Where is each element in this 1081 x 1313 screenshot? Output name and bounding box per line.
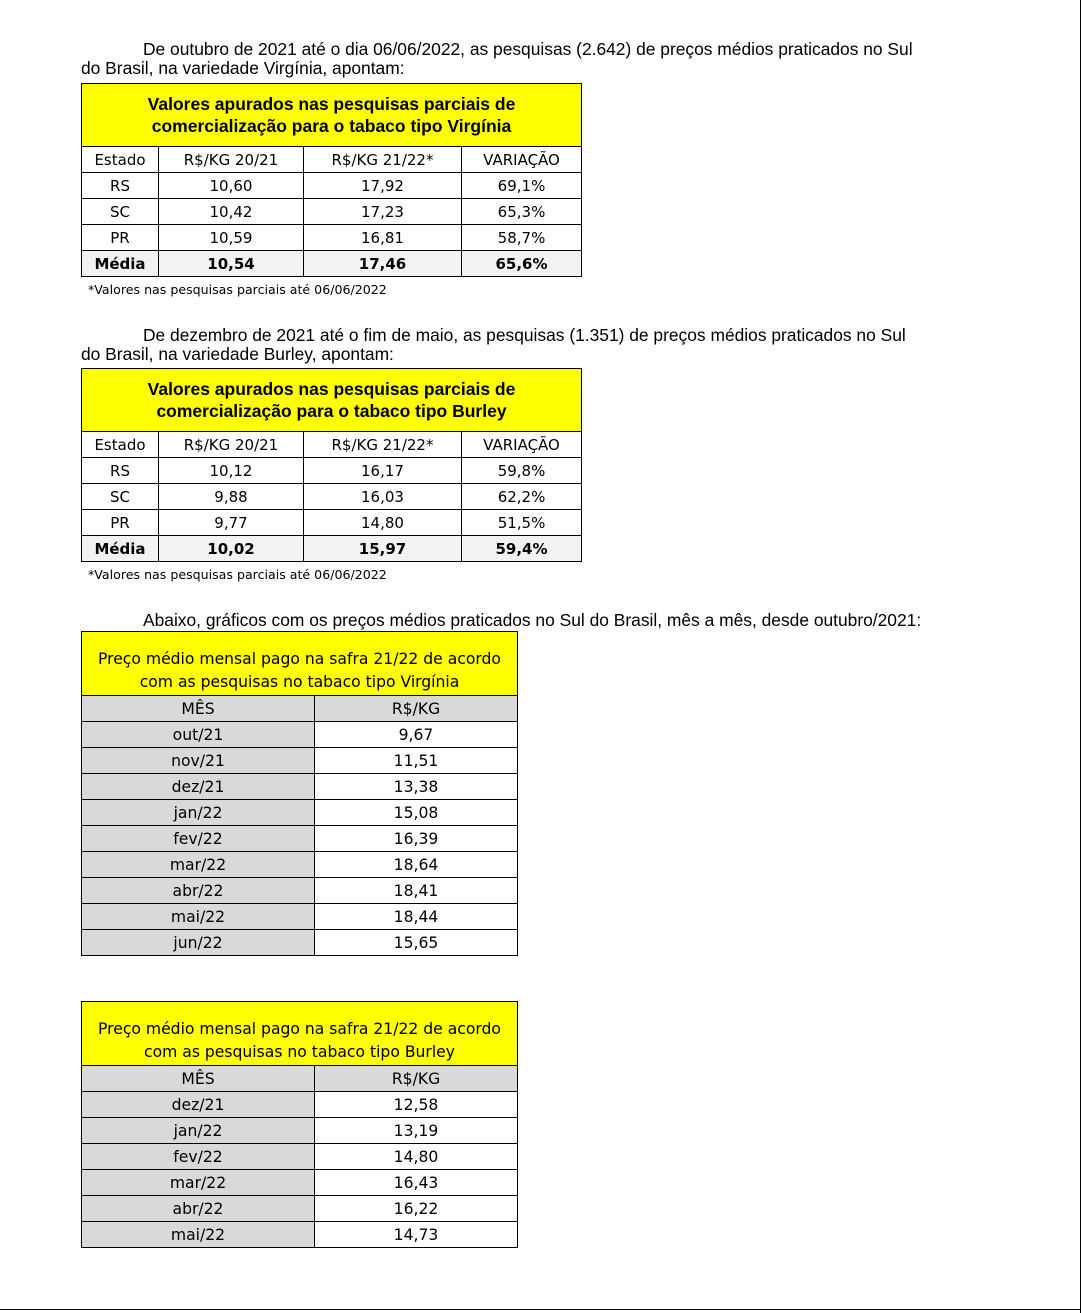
- monthly-virginia-title: Preço médio mensal pago na safra 21/22 de acordo com as pesquisas no tabaco tipo Virgínia: [82, 632, 518, 696]
- variation-cell: 58,7%: [462, 225, 582, 251]
- variation-cell: 51,5%: [462, 510, 582, 536]
- header-price-2021: R$/KG 20/21: [159, 432, 304, 458]
- price-2122-cell: 16,81: [304, 225, 462, 251]
- monthly-virginia-table: [81, 631, 518, 956]
- month-cell: out/21: [82, 722, 315, 748]
- price-cell: 18,64: [315, 852, 518, 878]
- header-state: Estado: [82, 432, 159, 458]
- variation-cell: 65,3%: [462, 199, 582, 225]
- price-2021-cell: 9,77: [159, 510, 304, 536]
- price-cell: 14,80: [315, 1144, 518, 1170]
- average-variation: 65,6%: [462, 251, 582, 277]
- average-row: [82, 251, 582, 277]
- variation-cell: 62,2%: [462, 484, 582, 510]
- table-row: [82, 510, 582, 536]
- intro-burley-line2: do Brasil, na variedade Burley, apontam:: [81, 344, 394, 364]
- table-row: [82, 826, 518, 852]
- header-price: R$/KG: [315, 1066, 518, 1092]
- price-2021-cell: 10,59: [159, 225, 304, 251]
- table-row: [82, 930, 518, 956]
- monthly-burley-table: [81, 1001, 518, 1248]
- month-cell: jun/22: [82, 930, 315, 956]
- price-cell: 16,22: [315, 1196, 518, 1222]
- intro-virginia-paragraph: [81, 40, 997, 78]
- average-price-2122: 15,97: [304, 536, 462, 562]
- table-row: [82, 1144, 518, 1170]
- header-price-2021: R$/KG 20/21: [159, 147, 304, 173]
- virginia-state-table: [81, 83, 582, 277]
- month-cell: mar/22: [82, 852, 315, 878]
- header-state: Estado: [82, 147, 159, 173]
- price-cell: 12,58: [315, 1092, 518, 1118]
- month-cell: mai/22: [82, 1222, 315, 1248]
- table-row: [82, 225, 582, 251]
- table-row: [82, 774, 518, 800]
- variation-cell: 69,1%: [462, 173, 582, 199]
- intro-monthly-paragraph: [81, 611, 997, 630]
- header-price-2122: R$/KG 21/22*: [304, 432, 462, 458]
- state-cell: SC: [82, 199, 159, 225]
- price-cell: 15,65: [315, 930, 518, 956]
- header-month: MÊS: [82, 696, 315, 722]
- table-row: [82, 878, 518, 904]
- average-label: Média: [82, 251, 159, 277]
- average-price-2122: 17,46: [304, 251, 462, 277]
- table-row: [82, 484, 582, 510]
- header-variation: VARIAÇÃO: [462, 432, 582, 458]
- table-row: [82, 722, 518, 748]
- table-row: [82, 748, 518, 774]
- burley-table-note: *Valores nas pesquisas parciais até 06/06/2022: [88, 567, 387, 582]
- intro-monthly-line: Abaixo, gráficos com os preços médios praticados no Sul do Brasil, mês a mês, desde outubro/2021:: [143, 610, 922, 630]
- header-price-2122: R$/KG 21/22*: [304, 147, 462, 173]
- table-row: [82, 199, 582, 225]
- state-cell: RS: [82, 173, 159, 199]
- table-row: [82, 852, 518, 878]
- month-cell: mar/22: [82, 1170, 315, 1196]
- price-2122-cell: 17,92: [304, 173, 462, 199]
- price-cell: 13,38: [315, 774, 518, 800]
- state-cell: RS: [82, 458, 159, 484]
- table-row: [82, 1196, 518, 1222]
- state-cell: PR: [82, 510, 159, 536]
- price-cell: 18,41: [315, 878, 518, 904]
- header-price: R$/KG: [315, 696, 518, 722]
- price-2021-cell: 10,60: [159, 173, 304, 199]
- average-price-2021: 10,02: [159, 536, 304, 562]
- state-cell: SC: [82, 484, 159, 510]
- month-cell: fev/22: [82, 826, 315, 852]
- month-cell: dez/21: [82, 1092, 315, 1118]
- price-2021-cell: 9,88: [159, 484, 304, 510]
- price-cell: 15,08: [315, 800, 518, 826]
- price-cell: 13,19: [315, 1118, 518, 1144]
- page-bottom-border: [0, 1309, 1081, 1310]
- header-month: MÊS: [82, 1066, 315, 1092]
- burley-table-title: Valores apurados nas pesquisas parciais de comercialização para o tabaco tipo Burley: [82, 369, 582, 432]
- variation-cell: 59,8%: [462, 458, 582, 484]
- price-cell: 16,43: [315, 1170, 518, 1196]
- price-2122-cell: 17,23: [304, 199, 462, 225]
- month-cell: jan/22: [82, 1118, 315, 1144]
- average-row: [82, 536, 582, 562]
- table-row: [82, 1170, 518, 1196]
- header-variation: VARIAÇÃO: [462, 147, 582, 173]
- average-label: Média: [82, 536, 159, 562]
- monthly-burley-title: Preço médio mensal pago na safra 21/22 de acordo com as pesquisas no tabaco tipo Burley: [82, 1002, 518, 1066]
- price-2122-cell: 16,17: [304, 458, 462, 484]
- price-2122-cell: 14,80: [304, 510, 462, 536]
- table-row: [82, 1118, 518, 1144]
- month-cell: abr/22: [82, 878, 315, 904]
- burley-state-table: [81, 368, 582, 562]
- price-cell: 16,39: [315, 826, 518, 852]
- average-variation: 59,4%: [462, 536, 582, 562]
- month-cell: dez/21: [82, 774, 315, 800]
- intro-virginia-line2: do Brasil, na variedade Virgínia, apontam:: [81, 58, 405, 78]
- table-row: [82, 1222, 518, 1248]
- intro-burley-line1: De dezembro de 2021 até o fim de maio, as pesquisas (1.351) de preços médios praticados no Sul: [143, 325, 906, 345]
- month-cell: mai/22: [82, 904, 315, 930]
- price-cell: 18,44: [315, 904, 518, 930]
- price-cell: 9,67: [315, 722, 518, 748]
- month-cell: jan/22: [82, 800, 315, 826]
- intro-burley-paragraph: [81, 326, 997, 364]
- price-2122-cell: 16,03: [304, 484, 462, 510]
- month-cell: nov/21: [82, 748, 315, 774]
- price-cell: 11,51: [315, 748, 518, 774]
- month-cell: fev/22: [82, 1144, 315, 1170]
- month-cell: abr/22: [82, 1196, 315, 1222]
- price-cell: 14,73: [315, 1222, 518, 1248]
- intro-virginia-line1: De outubro de 2021 até o dia 06/06/2022, as pesquisas (2.642) de preços médios praticados no Sul: [143, 39, 913, 59]
- price-2021-cell: 10,42: [159, 199, 304, 225]
- table-row: [82, 904, 518, 930]
- virginia-table-title: Valores apurados nas pesquisas parciais de comercialização para o tabaco tipo Virgínia: [82, 84, 582, 147]
- table-row: [82, 458, 582, 484]
- price-2021-cell: 10,12: [159, 458, 304, 484]
- virginia-table-note: *Valores nas pesquisas parciais até 06/06/2022: [88, 282, 387, 297]
- table-row: [82, 173, 582, 199]
- average-price-2021: 10,54: [159, 251, 304, 277]
- table-row: [82, 1092, 518, 1118]
- table-row: [82, 800, 518, 826]
- state-cell: PR: [82, 225, 159, 251]
